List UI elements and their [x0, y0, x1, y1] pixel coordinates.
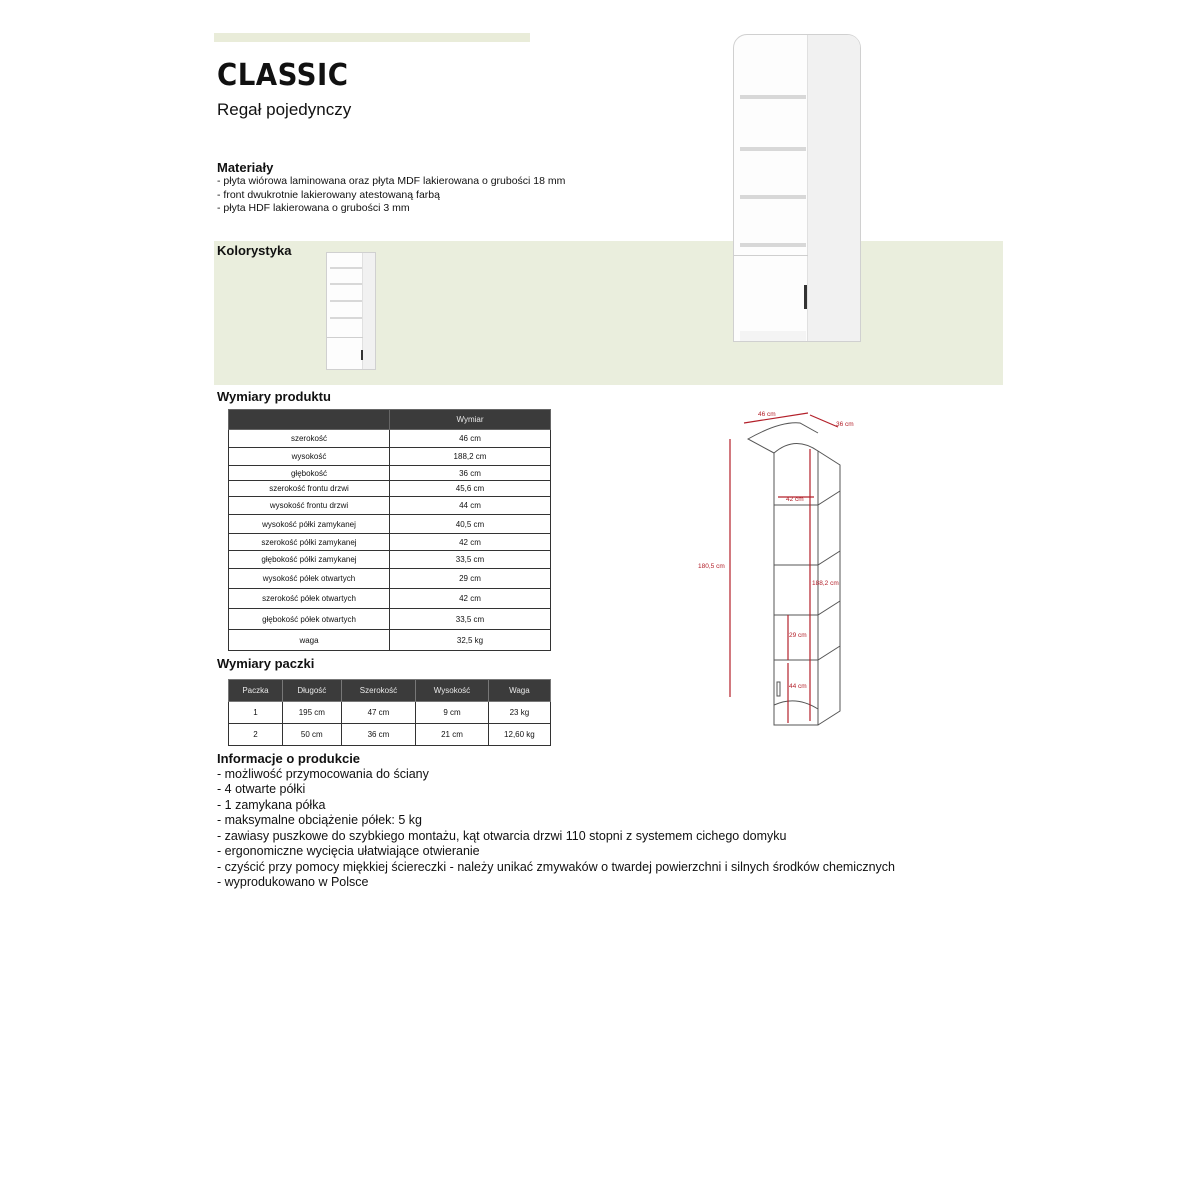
- dimension-diagram: [690, 405, 870, 735]
- list-item: - ergonomiczne wycięcia ułatwiające otwieranie: [217, 844, 895, 860]
- table-cell: głębokość półek otwartych: [229, 609, 390, 630]
- table-cell: szerokość półek otwartych: [229, 589, 390, 609]
- table-cell: 23 kg: [488, 702, 550, 724]
- table-cell: 45,6 cm: [390, 481, 551, 497]
- table-header-cell: Paczka: [229, 680, 283, 702]
- package-dimensions-heading: Wymiary paczki: [217, 656, 315, 671]
- table-row: [229, 515, 551, 534]
- table-cell: 2: [229, 724, 283, 746]
- diagram-depth-line: [810, 415, 838, 427]
- table-header-cell: Wysokość: [416, 680, 489, 702]
- table-cell: wysokość: [229, 448, 390, 466]
- package-dimensions-table: [228, 679, 551, 746]
- table-row: [229, 448, 551, 466]
- table-row: [229, 702, 551, 724]
- table-cell: szerokość półki zamykanej: [229, 534, 390, 551]
- table-row: [229, 481, 551, 497]
- diagram-shelf: [774, 551, 840, 565]
- table-cell: głębokość półki zamykanej: [229, 551, 390, 569]
- table-header-cell: Wymiar: [390, 410, 551, 430]
- table-cell: 33,5 cm: [390, 609, 551, 630]
- table-cell: 195 cm: [282, 702, 341, 724]
- table-cell: 50 cm: [282, 724, 341, 746]
- color-swatch-bookcase-image: [326, 252, 376, 370]
- table-cell: 40,5 cm: [390, 515, 551, 534]
- list-item: - maksymalne obciążenie półek: 5 kg: [217, 813, 895, 829]
- diagram-width-line: [744, 413, 808, 423]
- product-info-section: [217, 751, 895, 891]
- table-header-row: [229, 680, 551, 702]
- colors-heading: Kolorystyka: [217, 243, 292, 258]
- diagram-door-top: [774, 646, 840, 660]
- table-cell: szerokość: [229, 430, 390, 448]
- table-cell: wysokość frontu drzwi: [229, 497, 390, 515]
- table-cell: 47 cm: [341, 702, 415, 724]
- diagram-door-height-label: 44 cm: [789, 683, 807, 690]
- table-cell: 1: [229, 702, 283, 724]
- materials-list: [217, 175, 565, 216]
- list-item: - 1 zamykana półka: [217, 798, 895, 814]
- diagram-total-height-label: 180,5 cm: [698, 563, 725, 570]
- product-dimensions-heading: Wymiary produktu: [217, 389, 331, 404]
- table-cell: 36 cm: [390, 466, 551, 481]
- product-dimensions-table: [228, 409, 551, 651]
- table-cell: 33,5 cm: [390, 551, 551, 569]
- table-row: [229, 551, 551, 569]
- product-info-heading: Informacje o produkcie: [217, 751, 361, 766]
- materials-heading: Materiały: [217, 160, 274, 175]
- table-cell: 21 cm: [416, 724, 489, 746]
- list-item: - 4 otwarte półki: [217, 782, 895, 798]
- table-row: [229, 724, 551, 746]
- materials-item: - front dwukrotnie lakierowany atestowaną farbą: [217, 189, 565, 203]
- product-info-list: [217, 767, 895, 891]
- table-row: [229, 534, 551, 551]
- diagram-plinth: [774, 701, 818, 709]
- diagram-shelf-height-label: 29 cm: [789, 632, 807, 639]
- materials-item: - płyta HDF lakierowana o grubości 3 mm: [217, 202, 565, 216]
- table-cell: wysokość półek otwartych: [229, 569, 390, 589]
- table-cell: 42 cm: [390, 534, 551, 551]
- table-cell: 9 cm: [416, 702, 489, 724]
- product-title: CLASSIC: [217, 58, 349, 93]
- table-cell: 46 cm: [390, 430, 551, 448]
- diagram-width-label: 46 cm: [758, 411, 776, 418]
- table-cell: 188,2 cm: [390, 448, 551, 466]
- diagram-body-height-label: 188,2 cm: [812, 580, 839, 587]
- table-cell: 12,60 kg: [488, 724, 550, 746]
- table-row: [229, 589, 551, 609]
- top-accent-bar: [214, 33, 530, 42]
- diagram-side-outline: [818, 451, 840, 725]
- table-row: [229, 466, 551, 481]
- table-cell: waga: [229, 630, 390, 651]
- table-header-cell: [229, 410, 390, 430]
- diagram-depth-label: 36 cm: [836, 421, 854, 428]
- table-header-cell: Szerokość: [341, 680, 415, 702]
- table-cell: 29 cm: [390, 569, 551, 589]
- materials-item: - płyta wiórowa laminowana oraz płyta MDF lakierowana o grubości 18 mm: [217, 175, 565, 189]
- table-row: [229, 569, 551, 589]
- table-cell: 42 cm: [390, 589, 551, 609]
- list-item: - wyprodukowano w Polsce: [217, 875, 895, 891]
- table-header-row: [229, 410, 551, 430]
- diagram-top-outline: [748, 423, 818, 453]
- product-subtitle: Regał pojedynczy: [217, 100, 352, 119]
- diagram-handle: [777, 682, 780, 696]
- table-cell: głębokość: [229, 466, 390, 481]
- list-item: - możliwość przymocowania do ściany: [217, 767, 895, 783]
- table-header-cell: Waga: [488, 680, 550, 702]
- table-cell: 36 cm: [341, 724, 415, 746]
- table-header-cell: Długość: [282, 680, 341, 702]
- table-cell: szerokość frontu drzwi: [229, 481, 390, 497]
- bookcase-product-image: [733, 34, 861, 342]
- table-row: [229, 630, 551, 651]
- table-row: [229, 609, 551, 630]
- list-item: - zawiasy puszkowe do szybkiego montażu, kąt otwarcia drzwi 110 stopni z systemem cichego domyku: [217, 829, 895, 845]
- table-cell: 44 cm: [390, 497, 551, 515]
- table-cell: 32,5 kg: [390, 630, 551, 651]
- table-row: [229, 430, 551, 448]
- materials-section: [217, 160, 565, 216]
- diagram-shelf: [774, 601, 840, 615]
- table-row: [229, 497, 551, 515]
- diagram-shelf: [774, 491, 840, 505]
- table-cell: wysokość półki zamykanej: [229, 515, 390, 534]
- list-item: - czyścić przy pomocy miękkiej ściereczki - należy unikać zmywaków o twardej powierzchni i silnych środków chemicznych: [217, 860, 895, 876]
- diagram-inner-width-label: 42 cm: [786, 496, 804, 503]
